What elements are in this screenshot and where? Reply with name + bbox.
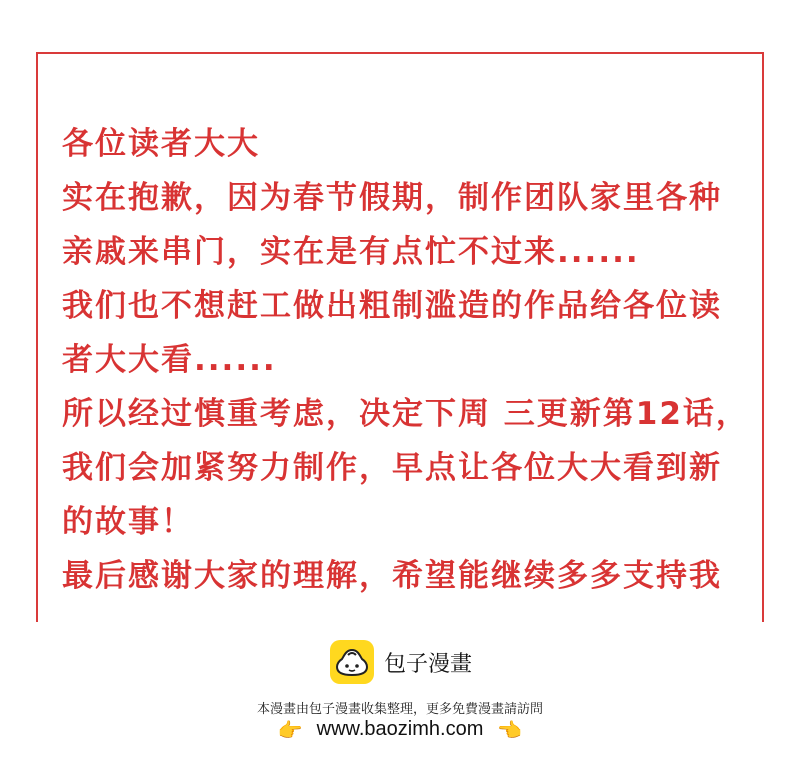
footer (0, 622, 800, 758)
notice-line: 实在抱歉，因为春节假期，制作团队家里各种 (62, 180, 722, 216)
notice-text (62, 117, 752, 603)
notice-line: 亲戚来串门，实在是有点忙不过来...... (62, 234, 640, 270)
baozi-logo-icon (330, 640, 374, 684)
notice-frame (36, 52, 764, 672)
notice-line: 我们也不想赶工做出粗制滥造的作品给各位读 (62, 288, 722, 324)
pointing-right-hand-icon: 👉 (277, 717, 303, 742)
notice-line: 最后感谢大家的理解，希望能继续多多支持我 (62, 558, 722, 594)
url-row (0, 718, 800, 741)
pointing-left-hand-icon: 👈 (497, 717, 523, 742)
notice-line: 各位读者大大 (62, 126, 260, 162)
footer-note: 本漫畫由包子漫畫收集整理，更多免費漫畫請訪問 (256, 702, 543, 717)
brand[interactable] (330, 640, 472, 684)
brand-name: 包子漫畫 (384, 651, 473, 677)
notice-line: 我们会加紧努力制作，早点让各位大大看到新 (62, 450, 722, 486)
notice-line: 者大大看...... (62, 342, 277, 378)
notice-line: 的故事！ (62, 504, 194, 540)
notice-line: 所以经过慎重考虑，决定下周 三更新第12话， (62, 396, 749, 432)
site-url-link[interactable]: www.baozimh.com (316, 718, 484, 740)
